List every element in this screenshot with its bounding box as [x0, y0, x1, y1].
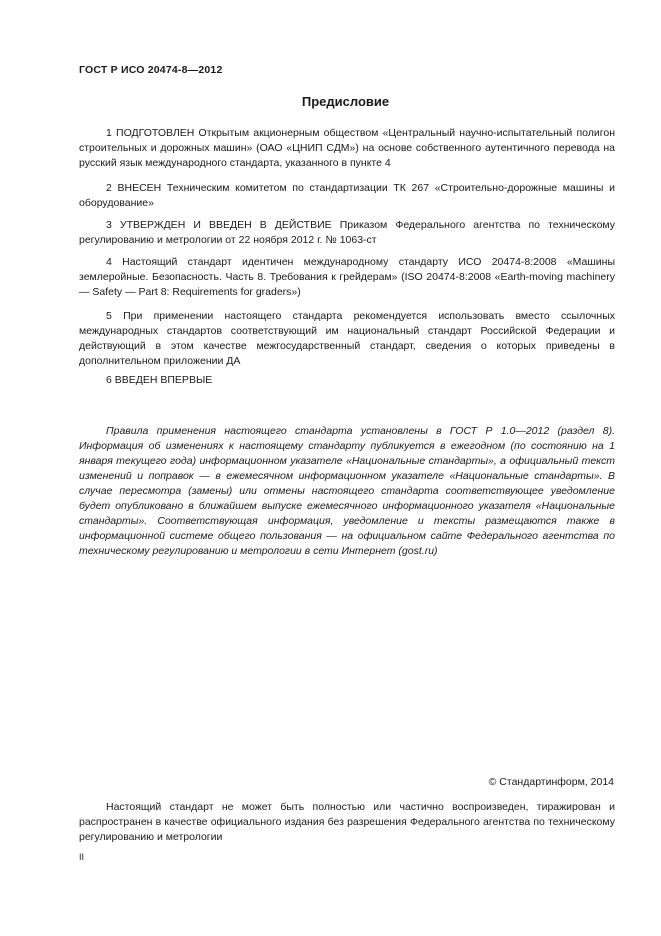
- foreword-item-2: 2 ВНЕСЕН Техническим комитетом по стандартизации ТК 267 «Строительно-дорожные машины и оборудование»: [79, 182, 615, 209]
- document-header: ГОСТ Р ИСО 20474-8—2012: [79, 64, 223, 76]
- foreword-item-6: 6 ВВЕДЕН ВПЕРВЫЕ: [106, 374, 213, 386]
- foreword-item-3: 3 УТВЕРЖДЕН И ВВЕДЕН В ДЕЙСТВИЕ Приказом Федерального агентства по техническому регулированию и метрологии от 22 ноября 2012 г. № 1063-ст: [79, 219, 615, 246]
- page-number: II: [79, 852, 85, 862]
- reproduction-notice: Настоящий стандарт не может быть полностью или частично воспроизведен, тиражирован и распространен в качестве официального издания без разрешения Федерального агентства по техническому регулированию и метрологии: [79, 801, 615, 843]
- foreword-item-1: 1 ПОДГОТОВЛЕН Открытым акционерным обществом «Центральный научно-испытательный полигон строительных и дорожных машин» (ОАО «ЦНИП СДМ») на основе собственного аутентичного перевода на русский язык международного стандарта, указанного в пункте 4: [79, 127, 615, 169]
- foreword-item-5: 5 При применении настоящего стандарта рекомендуется использовать вместо ссылочных международных стандартов соответствующий им национальный стандарт Российской Федерации и действующий в этом качестве межгосударственный стандарт, сведения о которых приведены в дополнительном приложении ДА: [79, 310, 615, 367]
- copyright-line: © Стандартинформ, 2014: [488, 776, 614, 788]
- application-rules-notice: Правила применения настоящего стандарта установлены в ГОСТ Р 1.0—2012 (раздел 8). Информация об изменениях к настоящему стандарту публикуется в ежегодном (по состоянию на 1 января текущего года) информационном указателе «Национальные стандарты», а официальный текст изменений и поправок — в ежемесячном информационном указателе «Национальные стандарты». В случае пересмотра (замены) или отмены настоящего стандарта соответствующее уведомление будет опубликовано в ближайшем выпуске ежемесячного информационного указателя «Национальные стандарты». Соответствующая информация, уведомление и тексты размещаются также в информационной системе общего пользования — на официальном сайте Федерального агентства по техническому регулированию и метрологии в сети Интернет (gost.ru): [79, 425, 615, 557]
- foreword-item-4: 4 Настоящий стандарт идентичен международному стандарту ИСО 20474-8:2008 «Машины землеройные. Безопасность. Часть 8. Требования к грейдерам» (ISO 20474-8:2008 «Earth-moving machinery — Safety — Part 8: Requirements for graders»): [79, 256, 615, 298]
- page-title-text: Предисловие: [301, 94, 390, 109]
- page-title: [0, 94, 661, 109]
